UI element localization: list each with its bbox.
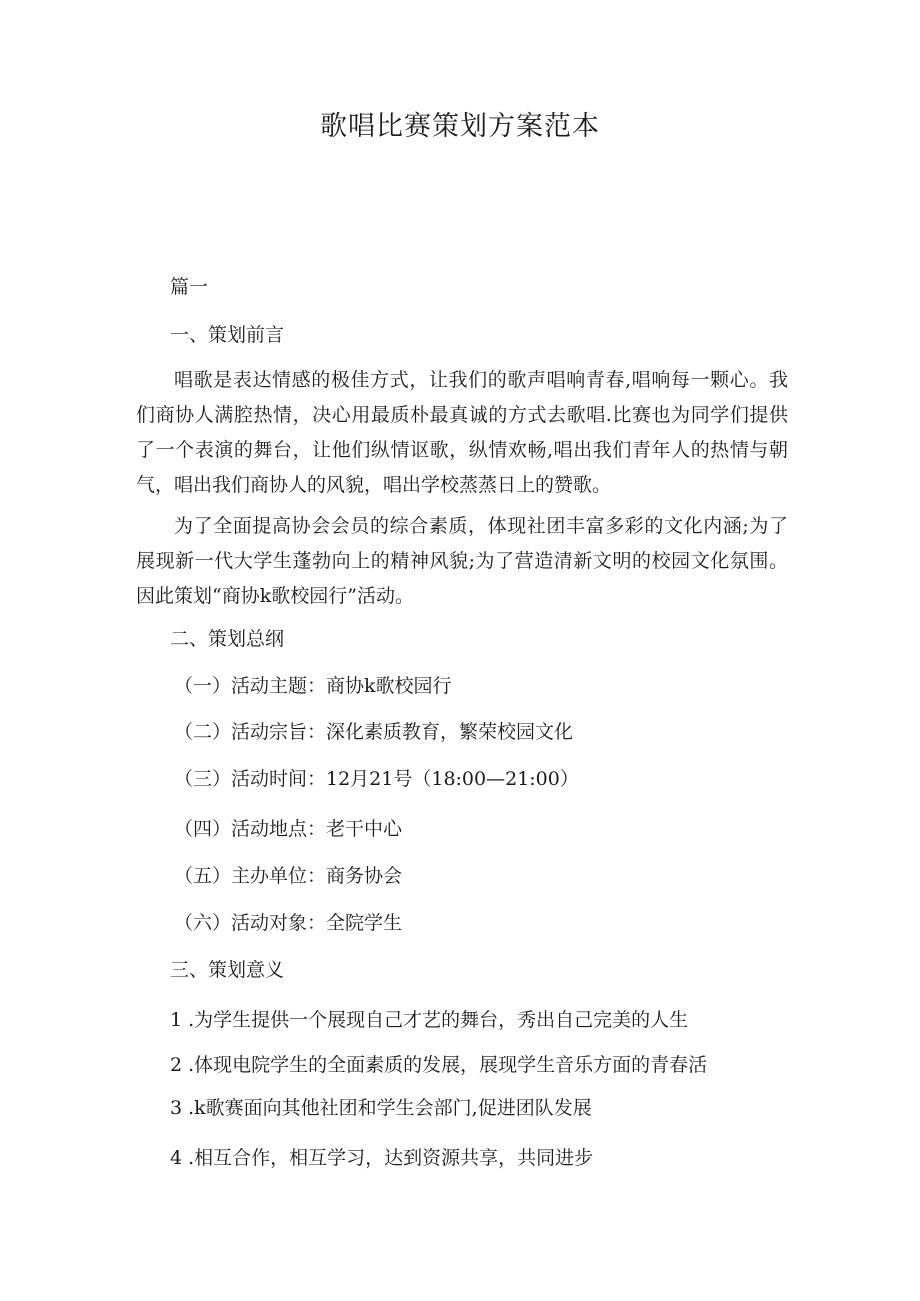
- outline-item-location: （四）活动地点：老干中心: [174, 818, 403, 840]
- significance-item-2: 2 .体现电院学生的全面素质的发展，展现学生音乐方面的青春活: [170, 1054, 708, 1076]
- significance-item-1: 1 .为学生提供一个展现自己才艺的舞台，秀出自己完美的人生: [170, 1009, 689, 1031]
- preface-paragraph-1: 唱歌是表达情感的极佳方式，让我们的歌声唱响青春,唱响每一颗心。我们商协人满腔热情，决心用最质朴最真诚的方式去歌唱.比赛也为同学们提供了一个表演的舞台，让他们纵情讴歌，纵情欢畅,唱出我们青年人的热情与朝气，唱出我们商协人的风貌，唱出学校蒸蒸日上的赞歌。: [136, 369, 788, 496]
- section-heading-significance: 三、策划意义: [170, 959, 285, 981]
- outline-item-purpose: （二）活动宗旨：深化素质教育，繁荣校园文化: [174, 721, 574, 743]
- part-label: 篇一: [170, 276, 209, 298]
- preface-paragraph-2: 为了全面提高协会会员的综合素质，体现社团丰富多彩的文化内涵;为了展现新一代大学生蓬勃向上的精神风貌;为了营造清新文明的校园文化氛围。因此策划“商协k歌校园行”活动。: [136, 515, 788, 607]
- significance-item-4: 4 .相互合作，相互学习，达到资源共享，共同进步: [170, 1147, 594, 1169]
- outline-item-theme: （一）活动主题：商协k歌校园行: [174, 675, 452, 697]
- outline-item-time: （三）活动时间：12月21号（18:00—21:00）: [174, 768, 579, 790]
- significance-item-3: 3 .k歌赛面向其他社团和学生会部门,促进团队发展: [170, 1097, 592, 1119]
- section-heading-outline: 二、策划总纲: [170, 628, 285, 650]
- document-title: 歌唱比赛策划方案范本: [320, 111, 600, 142]
- outline-item-audience: （六）活动对象：全院学生: [174, 912, 403, 934]
- section-heading-preface: 一、策划前言: [170, 324, 285, 346]
- outline-item-organizer: （五）主办单位：商务协会: [174, 865, 403, 887]
